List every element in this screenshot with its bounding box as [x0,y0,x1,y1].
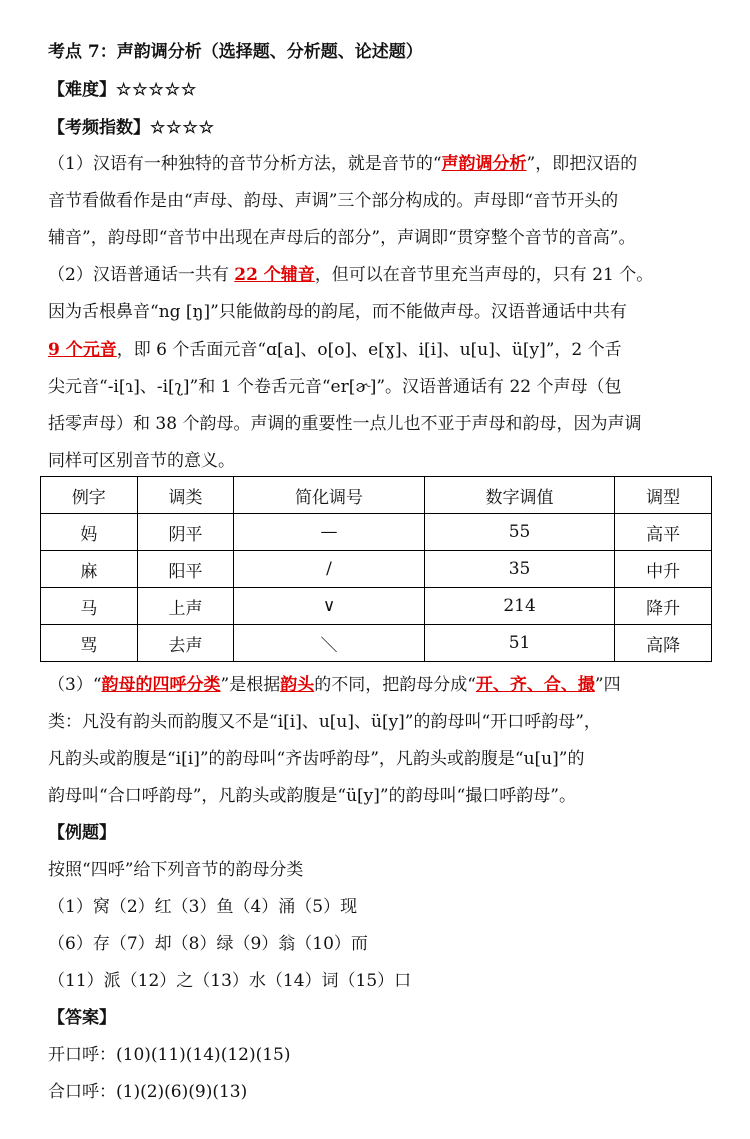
table-cell: — [234,514,425,551]
p3-text: ”是根据 [220,675,281,695]
highlight-term: 韵头 [280,675,315,695]
example-row-1: （1）窝（2）红（3）鱼（4）涌（5）现 [48,897,358,917]
p1-line-3: 辅音”，韵母即“音节中出现在声母后的部分”，声调即“贯穿整个音节的音高”。 [48,228,636,248]
p3-line-3: 凡韵头或韵腹是“i[i]”的韵母叫“齐齿呼韵母”，凡韵头或韵腹是“u[u]”的 [48,749,585,769]
table-cell: 妈 [41,514,138,551]
table-cell: 高降 [615,625,712,662]
p2-text: ，但可以在音节里充当声母的，只有 21 个。 [314,265,654,285]
p3-line-4: 韵母叫“合口呼韵母”，凡韵头或韵腹是“ü[y]”的韵母叫“撮口呼韵母”。 [48,786,576,806]
table-cell: 高平 [615,514,712,551]
table-header-row [41,477,712,514]
table-cell: 55 [424,514,615,551]
section-title: 考点 7：声韵调分析（选择题、分析题、论述题） [48,42,423,62]
highlight-term: 9 个元音 [48,340,117,360]
table-cell: 阳平 [137,551,234,588]
frequency-stars: ☆☆☆☆ [150,118,215,138]
table-cell: ∨ [234,588,425,625]
p1-text: ”，即把汉语的 [526,154,638,174]
table-cell: 中升 [615,551,712,588]
example-row-2: （6）存（7）却（8）绿（9）翁（10）而 [48,934,368,954]
p2-text: ，即 6 个舌面元音“ɑ[a]、o[o]、e[ɣ]、i[i]、u[u]、ü[y]”，2 个舌 [116,340,622,360]
table-cell: 51 [424,625,615,662]
table-header: 数字调值 [424,477,615,514]
table-cell: 马 [41,588,138,625]
table-row [41,625,712,662]
p3-text: ”四 [594,675,621,695]
p2-line-2: 因为舌根鼻音“ng [ŋ]”只能做韵母的韵尾，而不能做声母。汉语普通话中共有 [48,302,627,322]
p1-line-1 [48,152,637,176]
p2-line-4: 尖元音“-i[ɿ]、-i[ʅ]”和 1 个卷舌元音“er[ɚ]”。汉语普通话有 22 个声母（包 [48,377,622,397]
table-header: 调型 [615,477,712,514]
p1-text: （1）汉语有一种独特的音节分析方法，就是音节的“ [48,154,442,174]
p2-line-6: 同样可区别音节的意义。 [48,451,235,471]
answer-heading: 【答案】 [48,1008,116,1028]
p2-line-3 [48,338,622,362]
answer-open: 开口呼：(10)(11)(14)(12)(15) [48,1045,291,1065]
example-row-3: （11）派（12）之（13）水（14）词（15）口 [48,971,412,991]
table-cell: 214 [424,588,615,625]
highlight-term: 22 个辅音 [234,265,315,285]
tone-table [40,476,712,662]
difficulty-label: 【难度】 [48,80,116,100]
table-row [41,588,712,625]
frequency-label: 【考频指数】 [48,118,150,138]
table-cell: 上声 [137,588,234,625]
table-cell: 35 [424,551,615,588]
table-row [41,514,712,551]
difficulty-row [48,78,197,102]
table-cell: 骂 [41,625,138,662]
table-cell: 麻 [41,551,138,588]
highlight-term: 声韵调分析 [441,154,527,174]
table-header: 调类 [137,477,234,514]
p3-line-1 [48,673,621,697]
table-row [41,551,712,588]
p1-line-2: 音节看做看作是由“声母、韵母、声调”三个部分构成的。声母即“音节开头的 [48,191,619,211]
p2-text: （2）汉语普通话一共有 [48,265,235,285]
highlight-term: 开、齐、合、撮 [475,675,595,695]
p3-text: 的不同，把韵母分成“ [314,675,476,695]
highlight-term: 韵母的四呼分类 [101,675,221,695]
table-cell: 降升 [615,588,712,625]
table-cell: / [234,551,425,588]
example-prompt: 按照“四呼”给下列音节的韵母分类 [48,860,304,880]
p2-line-1 [48,263,653,287]
p3-line-2: 类：凡没有韵头而韵腹又不是“i[i]、u[u]、ü[y]”的韵母叫“开口呼韵母”， [48,712,601,732]
p2-line-5: 括零声母）和 38 个韵母。声调的重要性一点儿也不亚于声母和韵母，因为声调 [48,414,642,434]
table-header: 简化调号 [234,477,425,514]
table-cell: ＼ [234,625,425,662]
example-heading: 【例题】 [48,823,116,843]
table-cell: 去声 [137,625,234,662]
p3-text: （3）“ [48,675,102,695]
table-cell: 阴平 [137,514,234,551]
answer-closed: 合口呼：(1)(2)(6)(9)(13) [48,1082,248,1102]
difficulty-stars: ☆☆☆☆☆ [116,80,198,100]
table-header: 例字 [41,477,138,514]
frequency-row [48,116,215,140]
